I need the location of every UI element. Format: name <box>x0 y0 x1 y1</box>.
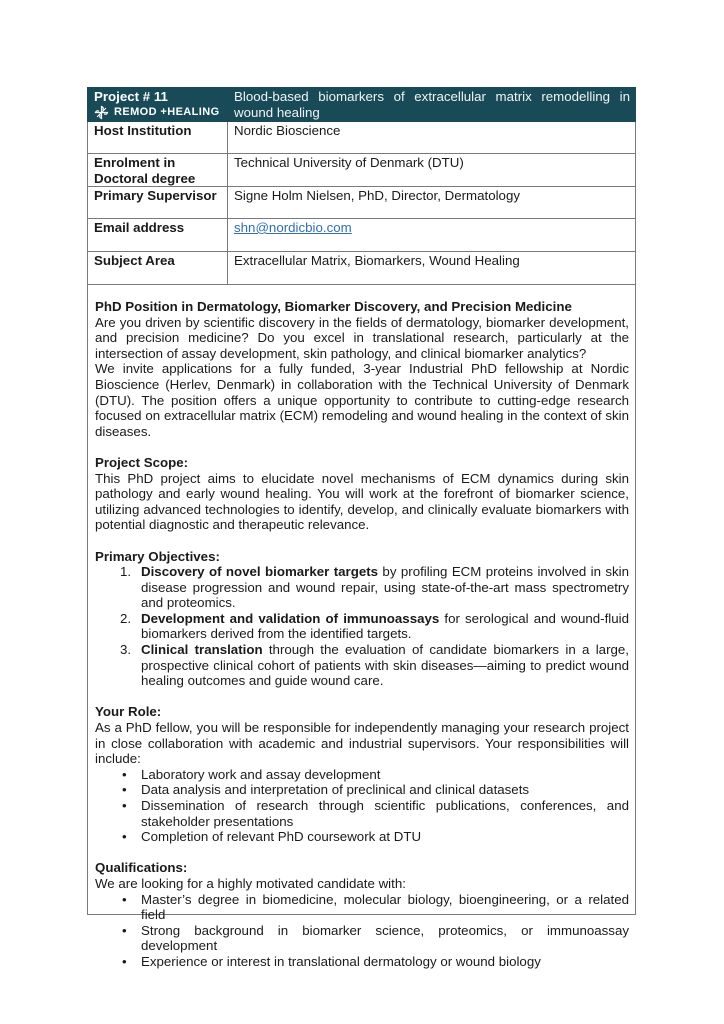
row-value: Signe Holm Nielsen, PhD, Director, Dermatology <box>228 187 636 219</box>
project-document <box>87 87 636 969</box>
list-item: • Completion of relevant PhD coursework at DTU <box>122 829 422 845</box>
list-item: • Dissemination of research through scientific publications, conferences, and stakeholder presentations <box>122 798 629 829</box>
bullet-icon: • <box>122 922 127 938</box>
role-heading: Your Role: <box>95 704 162 720</box>
row-label: Primary Supervisor <box>88 187 228 219</box>
list-item: • Laboratory work and assay development <box>122 766 381 782</box>
row-label: Subject Area <box>88 252 228 285</box>
qualifications-list <box>95 892 629 970</box>
list-item: • Experience or interest in translational dermatology or wound biology <box>122 953 541 969</box>
bullet-icon: • <box>122 891 127 907</box>
row-value: Extracellular Matrix, Biomarkers, Wound Healing <box>228 252 636 285</box>
row-value: Technical University of Denmark (DTU) <box>228 154 636 187</box>
role-paragraph: As a PhD fellow, you will be responsible for independently managing your research project in close collaboration with academic and industrial supervisors. Your responsibilities will include: <box>95 720 629 767</box>
list-item: • Strong background in biomarker science, proteomics, or immunoassay development <box>122 922 629 954</box>
row-value: Nordic Bioscience <box>228 122 636 154</box>
role-list <box>95 767 629 845</box>
row-label: Email address <box>88 219 228 252</box>
brand-name: REMOD +HEALING <box>114 105 220 118</box>
bullet-icon: • <box>122 766 127 782</box>
list-item: 3. Clinical translation through the evaluation of candidate biomarkers in a large, prospective clinical cohort of patients with skin diseases—aiming to predict wound healing outcomes and guide wound care. <box>120 642 629 689</box>
objectives-list <box>95 564 629 689</box>
row-value <box>228 219 636 252</box>
list-item: • Data analysis and interpretation of preclinical and clinical datasets <box>122 782 530 798</box>
project-info-table <box>87 87 636 285</box>
bullet-icon: • <box>122 782 127 798</box>
table-header-row <box>88 88 636 122</box>
scope-heading: Project Scope: <box>95 454 189 470</box>
scope-paragraph: This PhD project aims to elucidate novel mechanisms of ECM dynamics during skin pathology and early wound healing. You will work at the forefront of biomarker science, utilizing advanced technologies to identify, develop, and clinically evaluate biomarkers with potential diagnostic and therapeutic relevance. <box>95 470 629 533</box>
row-label: Enrolment in Doctoral degree <box>88 154 228 187</box>
intro-paragraph: Are you driven by scientific discovery in the fields of dermatology, biomarker development, and precision medicine? Do you excel in translational research, particularly at the intersection of assay development, skin pathology, and clinical biomarker analytics? <box>95 314 629 361</box>
table-row <box>88 219 636 252</box>
table-row <box>88 122 636 154</box>
intro-heading: PhD Position in Dermatology, Biomarker Discovery, and Precision Medicine <box>95 299 572 314</box>
list-item: • Master’s degree in biomedicine, molecular biology, bioengineering, or a related field <box>122 891 629 923</box>
list-item: 1. Discovery of novel biomarker targets by profiling ECM proteins involved in skin disease progression and wound repair, using state-of-the-art mass spectrometry and proteomics. <box>120 564 630 611</box>
qualifications-heading: Qualifications: <box>95 860 188 876</box>
bullet-icon: • <box>122 798 127 813</box>
qualifications-paragraph: We are looking for a highly motivated candidate with: <box>95 875 406 891</box>
brand-logo <box>94 105 222 121</box>
spiral-logo-icon <box>94 105 109 120</box>
description-section <box>87 285 636 969</box>
objectives-heading: Primary Objectives: <box>95 548 220 564</box>
bullet-icon: • <box>122 953 127 969</box>
table-row <box>88 187 636 219</box>
project-number: Project # 11 <box>94 89 168 104</box>
table-row <box>88 252 636 285</box>
list-item: 2. Development and validation of immunoassays for serological and wound-fluid biomarkers derived from the identified targets. <box>120 610 629 642</box>
project-title: Blood-based biomarkers of extracellular matrix remodelling in wound healing <box>228 88 636 122</box>
email-link[interactable]: shn@nordicbio.com <box>234 220 352 235</box>
bullet-icon: • <box>122 829 127 845</box>
intro-paragraph: We invite applications for a fully funded, 3-year Industrial PhD fellowship at Nordic Bioscience (Herlev, Denmark) in collaboration with the Technical University of Denmark (DTU). The position offers a unique opportunity to contribute to cutting-edge research focused on extracellular matrix (ECM) remodeling and wound healing in the context of skin diseases. <box>95 361 629 439</box>
project-id-cell <box>88 88 228 122</box>
table-row <box>88 154 636 187</box>
row-label: Host Institution <box>88 122 228 154</box>
